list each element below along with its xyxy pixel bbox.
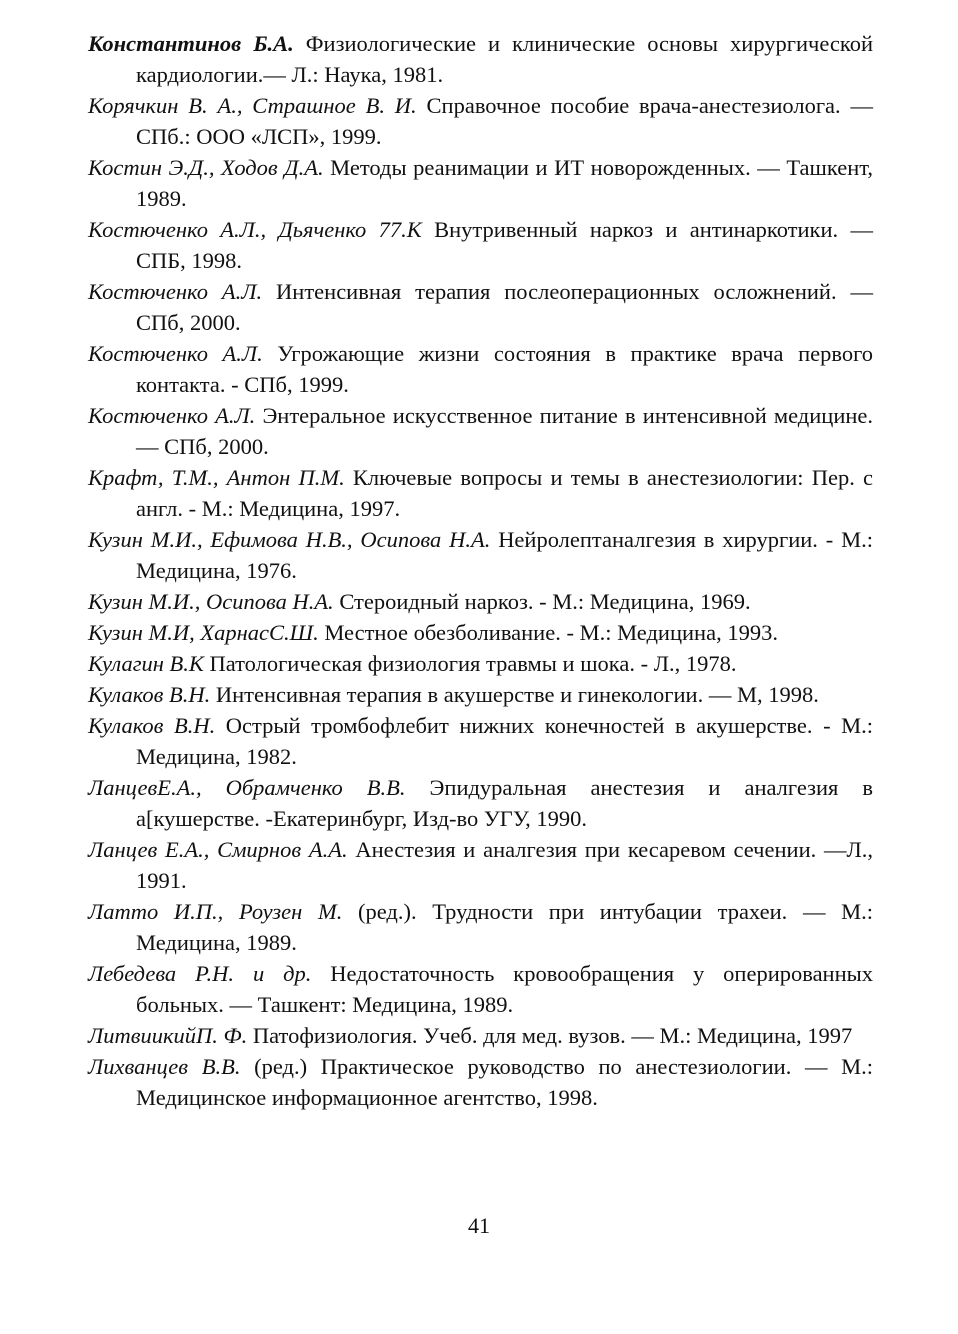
bibliography-entry xyxy=(88,90,873,152)
bibliography-entry xyxy=(88,214,873,276)
bibliography-entry xyxy=(88,462,873,524)
entry-author: Кузин М.И, ХарнасС.Ш. xyxy=(88,620,319,645)
entry-text: Местное обезболивание. - М.: Медицина, 1993. xyxy=(324,620,778,645)
entry-text: Патофизиология. Учеб. для мед. вузов. — М.: Медицина, 1997 xyxy=(252,1023,853,1048)
entry-text: Острый тромбофлебит нижних конечностей в акушерстве. - М.: Медицина, 1982. xyxy=(136,713,874,769)
entry-author: Костюченко А.Л. xyxy=(88,341,263,366)
entry-author: Крафт, Т.М., Антон П.М. xyxy=(88,465,345,490)
entry-text: (ред.). Трудности при интубации трахеи. — М.: Медицина, 1989. xyxy=(136,899,873,955)
bibliography-entry xyxy=(88,679,873,710)
entry-text: (ред.) Практическое руководство по анестезиологии. — М.: Медицинское информационное агентство, 1998. xyxy=(136,1054,873,1110)
bibliography-entry xyxy=(88,586,873,617)
bibliography-list xyxy=(88,28,873,1113)
bibliography-entry xyxy=(88,152,873,214)
entry-author: Костюченко А.Л. xyxy=(88,279,263,304)
entry-text: Справочное пособие врача-анестезиолога. — СПб.: ООО «ЛСП», 1999. xyxy=(136,93,874,149)
entry-text: Интенсивная терапия послеоперационных осложнений. — СПб, 2000. xyxy=(136,279,874,335)
bibliography-entry xyxy=(88,834,873,896)
bibliography-entry xyxy=(88,958,873,1020)
bibliography-entry xyxy=(88,648,873,679)
entry-text: Методы реанимации и ИТ новорожденных. — Ташкент, 1989. xyxy=(136,155,874,211)
entry-text: Интенсивная терапия в акушерстве и гинекологии. — М, 1998. xyxy=(215,682,819,707)
entry-author: Костюченко А.Л. xyxy=(88,403,256,428)
bibliography-entry xyxy=(88,276,873,338)
entry-author: Кузин М.И., Ефимова Н.В., Осипова Н.А. xyxy=(88,527,491,552)
entry-text: Стероидный наркоз. - М.: Медицина, 1969. xyxy=(339,589,751,614)
entry-author: Кулаков В.Н. xyxy=(88,713,216,738)
entry-text: Ключевые вопросы и темы в анестезиологии: Пер. с англ. - М.: Медицина, 1997. xyxy=(136,465,874,521)
bibliography-entry xyxy=(88,617,873,648)
bibliography-entry xyxy=(88,524,873,586)
bibliography-entry xyxy=(88,28,873,90)
entry-author: Латто И.П., Роузен М. xyxy=(88,899,343,924)
bibliography-entry xyxy=(88,896,873,958)
entry-author: ЛитвиикийП. Ф. xyxy=(88,1023,248,1048)
entry-author: Кулаков В.Н. xyxy=(88,682,211,707)
entry-text: Эпидуральная анестезия и аналгезия в а[кушерстве. -Екатеринбург, Изд-во УГУ, 1990. xyxy=(136,775,873,831)
entry-author: Кузин М.И., Осипова Н.А. xyxy=(88,589,334,614)
entry-author: Кулагин В.К xyxy=(88,651,204,676)
entry-text: Анестезия и аналгезия при кесаревом сечении. —Л., 1991. xyxy=(136,837,873,893)
entry-text: Энтеральное искусственное питание в интенсивной медицине. — СПб, 2000. xyxy=(136,403,874,459)
entry-author: ЛанцевЕ.А., Обрамченко В.В. xyxy=(88,775,406,800)
entry-author: Лихванцев В.В. xyxy=(88,1054,241,1079)
entry-text: Нейролептаналгезия в хирургии. - М.: Медицина, 1976. xyxy=(136,527,873,583)
entry-text: Недостаточность кровообращения у оперированных больных. — Ташкент: Медицина, 1989. xyxy=(136,961,874,1017)
bibliography-entry xyxy=(88,710,873,772)
entry-author: Костин Э.Д., Ходов Д.А. xyxy=(88,155,324,180)
entry-text: Внутривенный наркоз и антинаркотики. — СПБ, 1998. xyxy=(136,217,873,273)
entry-author: Константинов Б.А. xyxy=(88,31,294,56)
entry-author: Костюченко А.Л., Дьяченко 77.К xyxy=(88,217,422,242)
entry-text: Патологическая физиология травмы и шока. - Л., 1978. xyxy=(209,651,737,676)
bibliography-entry xyxy=(88,1051,873,1113)
entry-text: Угрожающие жизни состояния в практике врача первого контакта. - СПб, 1999. xyxy=(136,341,874,397)
bibliography-entry xyxy=(88,772,873,834)
bibliography-entry xyxy=(88,1020,873,1051)
entry-text: Физиологические и клинические основы хирургической кардиологии.— Л.: Наука, 1981. xyxy=(136,31,873,87)
page-number: 41 xyxy=(468,1213,490,1238)
bibliography-entry xyxy=(88,338,873,400)
entry-author: Лебедева Р.Н. и др. xyxy=(88,961,312,986)
entry-author: Ланцев Е.А., Смирнов А.А. xyxy=(88,837,348,862)
entry-author: Корячкин В. А., Страшное В. И. xyxy=(88,93,417,118)
bibliography-entry xyxy=(88,400,873,462)
